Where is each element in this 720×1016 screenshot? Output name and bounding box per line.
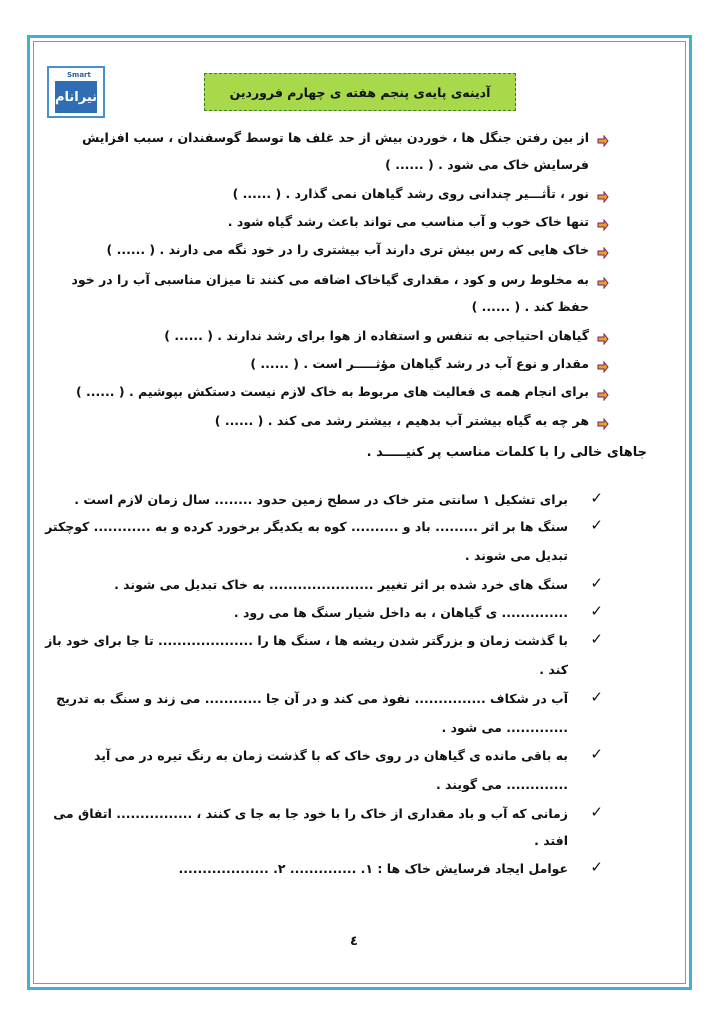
- fill-blanks-heading: جاهای خالی را با کلمات مناسب پر کنیـــــد .: [366, 445, 647, 460]
- fill-blank-item-line: افتد .: [534, 833, 568, 848]
- fill-blank-item-line: با گذشت زمان و بزرگتر شدن ریشه ها ، سنگ ها را .................... تا جا برای خود باز: [45, 633, 568, 648]
- checkmark-icon: ✓: [590, 858, 603, 876]
- fill-blank-item-line: آب در شکاف ............... نفوذ می کند و در آن جا ............ می زند و سنگ به تدریج: [56, 691, 568, 706]
- fill-blank-item-line: ............. می شود .: [441, 720, 568, 735]
- true-false-item-line: حفظ کند . ( ...... ): [471, 299, 589, 314]
- true-false-item-line: خاک هایی که رس بیش تری دارند آب بیشتری را در خود نگه می دارند . ( ...... ): [106, 242, 589, 257]
- logo-top-text: Smart: [67, 71, 91, 79]
- page-number: ٤: [350, 934, 358, 949]
- arrow-bullet-icon: [597, 274, 609, 286]
- fill-blank-item-line: ............. می گویند .: [435, 777, 568, 792]
- true-false-item-line: مقدار و نوع آب در رشد گیاهان مؤثـــــر است . ( ...... ): [250, 356, 589, 371]
- fill-blank-item-line: تبدیل می شوند .: [464, 548, 568, 563]
- checkmark-icon: ✓: [590, 803, 603, 821]
- arrow-bullet-icon: [597, 216, 609, 228]
- arrow-bullet-icon: [597, 132, 609, 144]
- fill-blank-item-line: کند .: [539, 662, 568, 677]
- true-false-item-line: هر چه به گیاه بیشتر آب بدهیم ، بیشتر رشد می کند . ( ...... ): [214, 413, 589, 428]
- checkmark-icon: ✓: [590, 745, 603, 763]
- fill-blank-item-line: به باقی مانده ی گیاهان در روی خاک که با گذشت زمان به رنگ تیره در می آید: [94, 748, 568, 763]
- logo: [47, 66, 105, 118]
- true-false-item-line: فرسایش خاک می شود . ( ...... ): [385, 157, 589, 172]
- checkmark-icon: ✓: [590, 602, 603, 620]
- true-false-item-line: گیاهان احتیاجی به تنفس و استفاده از هوا برای رشد ندارند . ( ...... ): [164, 328, 589, 343]
- page-border-inner: [33, 41, 686, 984]
- checkmark-icon: ✓: [590, 630, 603, 648]
- fill-blank-item-line: زمانی که آب و باد مقداری از خاک را با خود جا به جا ی کنند ، ................ اتفاق می: [53, 806, 568, 821]
- arrow-bullet-icon: [597, 386, 609, 398]
- checkmark-icon: ✓: [590, 516, 603, 534]
- fill-blank-item-line: سنگ های خرد شده بر اثر تغییر ...................... به خاک تبدیل می شوند .: [114, 577, 568, 592]
- fill-blank-item-line: برای تشکیل ۱ سانتی متر خاک در سطح زمین حدود ........ سال زمان لازم است .: [74, 492, 568, 507]
- arrow-bullet-icon: [597, 188, 609, 200]
- worksheet-title: آدینه‌ی پایه‌ی پنجم هفته ی چهارم فروردین: [204, 73, 516, 111]
- true-false-item-line: به مخلوط رس و کود ، مقداری گیاخاک اضافه می کنند تا میزان مناسبی آب را در خود: [71, 272, 589, 287]
- checkmark-icon: ✓: [590, 489, 603, 507]
- arrow-bullet-icon: [597, 358, 609, 370]
- arrow-bullet-icon: [597, 415, 609, 427]
- checkmark-icon: ✓: [590, 574, 603, 592]
- true-false-item-line: نور ، تأثـــیر چندانی روی رشد گیاهان نمی گذارد . ( ...... ): [232, 186, 589, 201]
- arrow-bullet-icon: [597, 330, 609, 342]
- arrow-bullet-icon: [597, 244, 609, 256]
- fill-blank-item-line: عوامل ایجاد فرسایش خاک ها : ۱. .............. ۲. ...................: [178, 861, 568, 876]
- fill-blank-item-line: سنگ ها بر اثر ......... باد و .......... کوه به یکدیگر برخورد کرده و به ............ کوچکتر: [45, 519, 568, 534]
- logo-main-text: نیرانام: [55, 81, 97, 113]
- true-false-item-line: برای انجام همه ی فعالیت های مربوط به خاک لازم نیست دستکش بپوشیم . ( ...... ): [75, 384, 589, 399]
- true-false-item-line: تنها خاک خوب و آب مناسب می تواند باعث رشد گیاه شود .: [227, 214, 589, 229]
- fill-blank-item-line: .............. ی گیاهان ، به داخل شیار سنگ ها می رود .: [233, 605, 568, 620]
- true-false-item-line: از بین رفتن جنگل ها ، خوردن بیش از حد غلف ها توسط گوسفندان ، سبب افزایش: [82, 130, 589, 145]
- checkmark-icon: ✓: [590, 688, 603, 706]
